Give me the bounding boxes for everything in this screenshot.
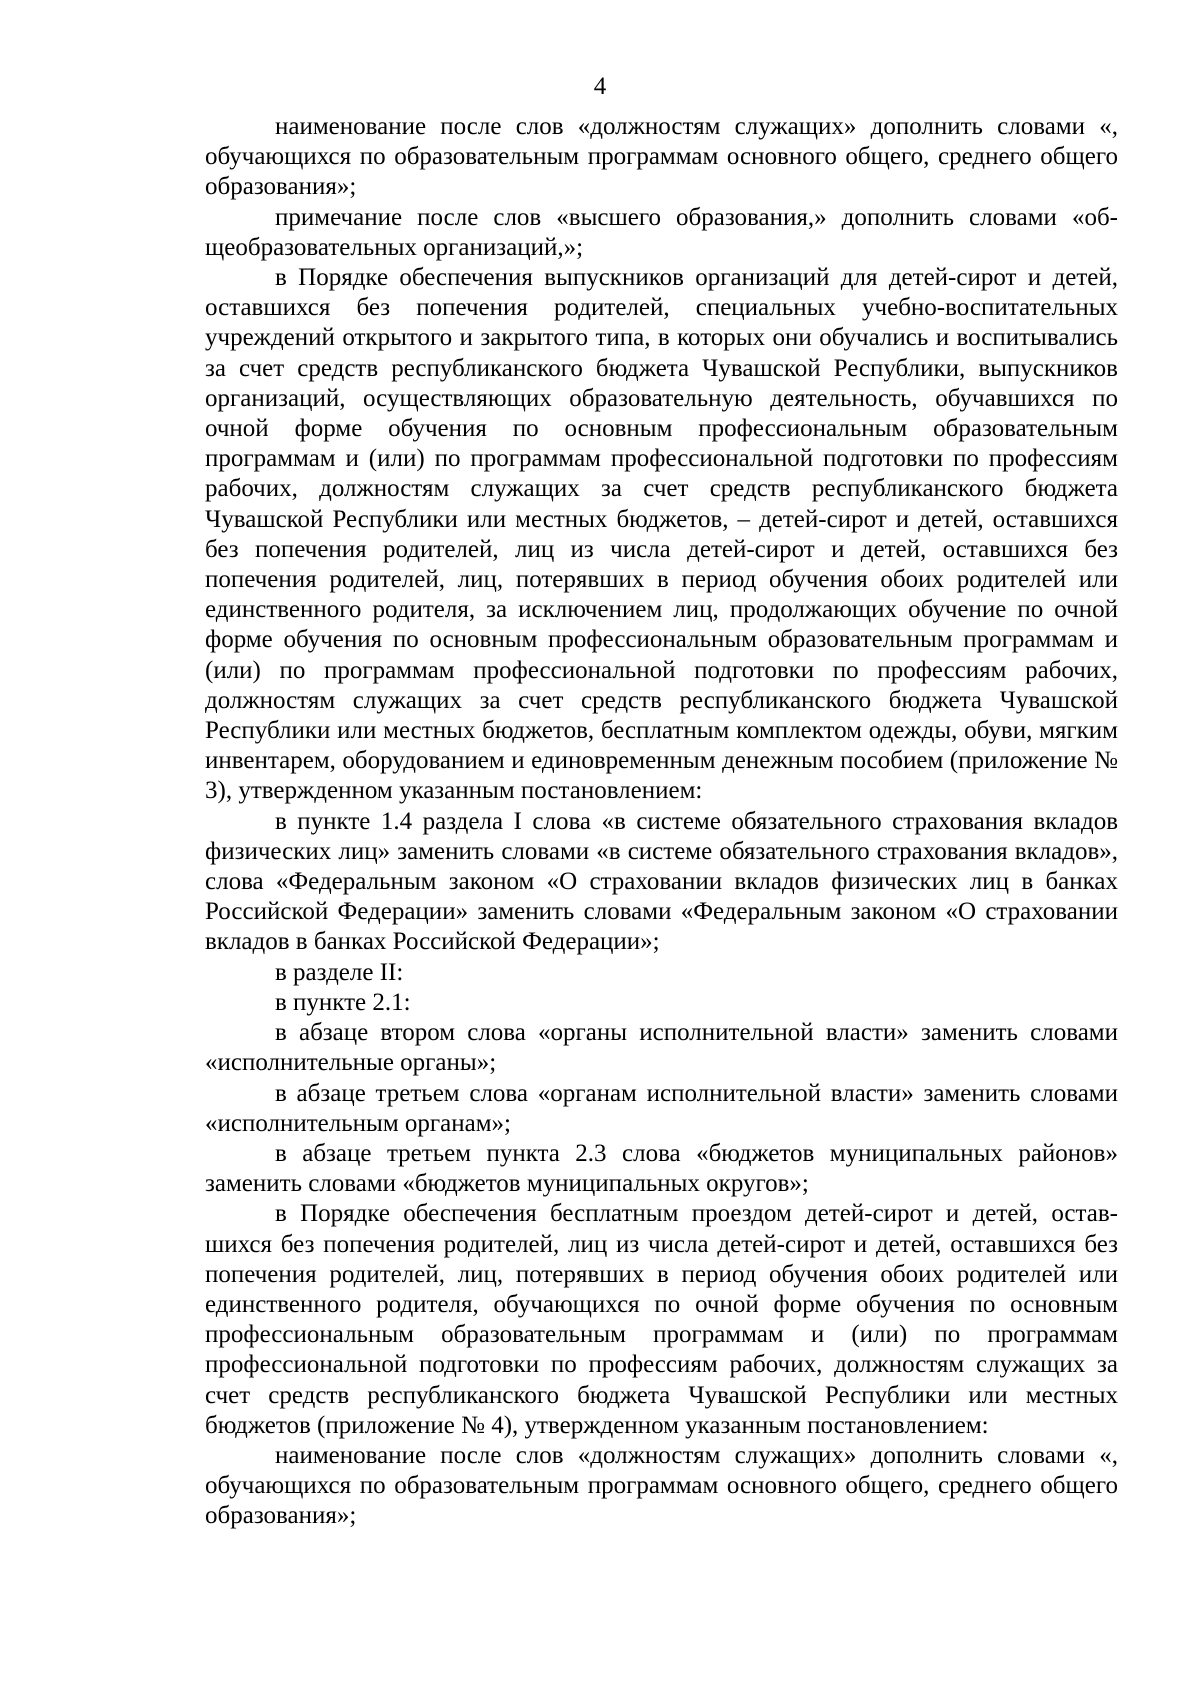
paragraph: примечание после слов «высшего образования,» дополнить словами «общеобразовательных организаций,»;	[205, 203, 1118, 261]
paragraph: в Порядке обеспечения выпускников организаций для детей-сирот и детей, оставшихся без попечения родителей, специальных учебно-воспитательных учреждений открытого и закрытого типа, в которых они обучались и воспитывались за счет средств республиканского бюджета Чувашской Республики, выпускников организаций, осуществляющих образовательную деятельность, обучавшихся по очной форме обучения по основным профессиональным образовательным программам и (или) по программам профессиональной подготовки по профессиям рабочих, должностям служащих за счет средств республиканского бюджета Чувашской Республики или местных бюджетов, – детей-сирот и детей, оставшихся без попечения родителей, лиц из числа детей-сирот и детей, оставшихся без попечения родителей, лиц, потерявших в период обучения обоих родителей или единственного родителя, за исключением лиц, продолжающих обучение по очной форме обучения по основным профессиональным образовательным программам и (или) по программам профессиональной подготовки по профессиям рабочих, должностям служащих за счет средств республиканского бюджета Чувашской Республики или местных бюджетов, бесплатным комплектом одежды, обуви, мягким инвентарем, оборудованием и единовременным денежным пособием (приложение № 3), утвержденном указанным постановлением:	[205, 264, 1118, 805]
document-body	[205, 112, 1118, 1532]
paragraph: в пункте 1.4 раздела I слова «в системе обязательного страхования вкладов физических лиц» заменить словами «в системе обязательного страхования вкладов», слова «Федеральным законом «О страховании вкладов физических лиц в банках Российской Федерации» заменить словами «Федеральным законом «О страховании вкладов в банках Российской Федерации»;	[205, 807, 1118, 956]
paragraph: в разделе II:	[275, 958, 404, 986]
paragraph: в абзаце втором слова «органы исполнительной власти» заменить словами «исполнительные органы»;	[205, 1019, 1118, 1077]
paragraph: наименование после слов «должностям служащих» дополнить словами «, обучающихся по образовательным программам основного общего, среднего общего образования»;	[205, 113, 1118, 201]
paragraph: в абзаце третьем пункта 2.3 слова «бюджетов муниципальных районов» заменить словами «бюджетов муниципальных округов»;	[205, 1139, 1118, 1198]
page-number: 4	[593, 73, 607, 100]
paragraph: в абзаце третьем слова «органам исполнительной власти» заменить словами «исполнительным органам»;	[205, 1079, 1118, 1137]
paragraph: наименование после слов «должностям служащих» дополнить словами «, обучающихся по образовательным программам основного общего, среднего общего образования»;	[205, 1441, 1118, 1530]
paragraph: в пункте 2.1:	[275, 988, 411, 1016]
paragraph: в Порядке обеспечения бесплатным проездом детей-сирот и детей, оставшихся без попечения родителей, лиц из числа детей-сирот и детей, оставшихся без попечения родителей, лиц, потерявших в период обучения обоих родителей или единственного родителя, обучающихся по очной форме обучения по основным профессиональным образовательным программам и (или) по программам профессиональной подготовки по профессиям рабочих, должностям служащих за счет средств республиканского бюджета Чувашской Республики или местных бюджетов (приложение № 4), утвержденном указанным постановлением:	[205, 1200, 1118, 1439]
